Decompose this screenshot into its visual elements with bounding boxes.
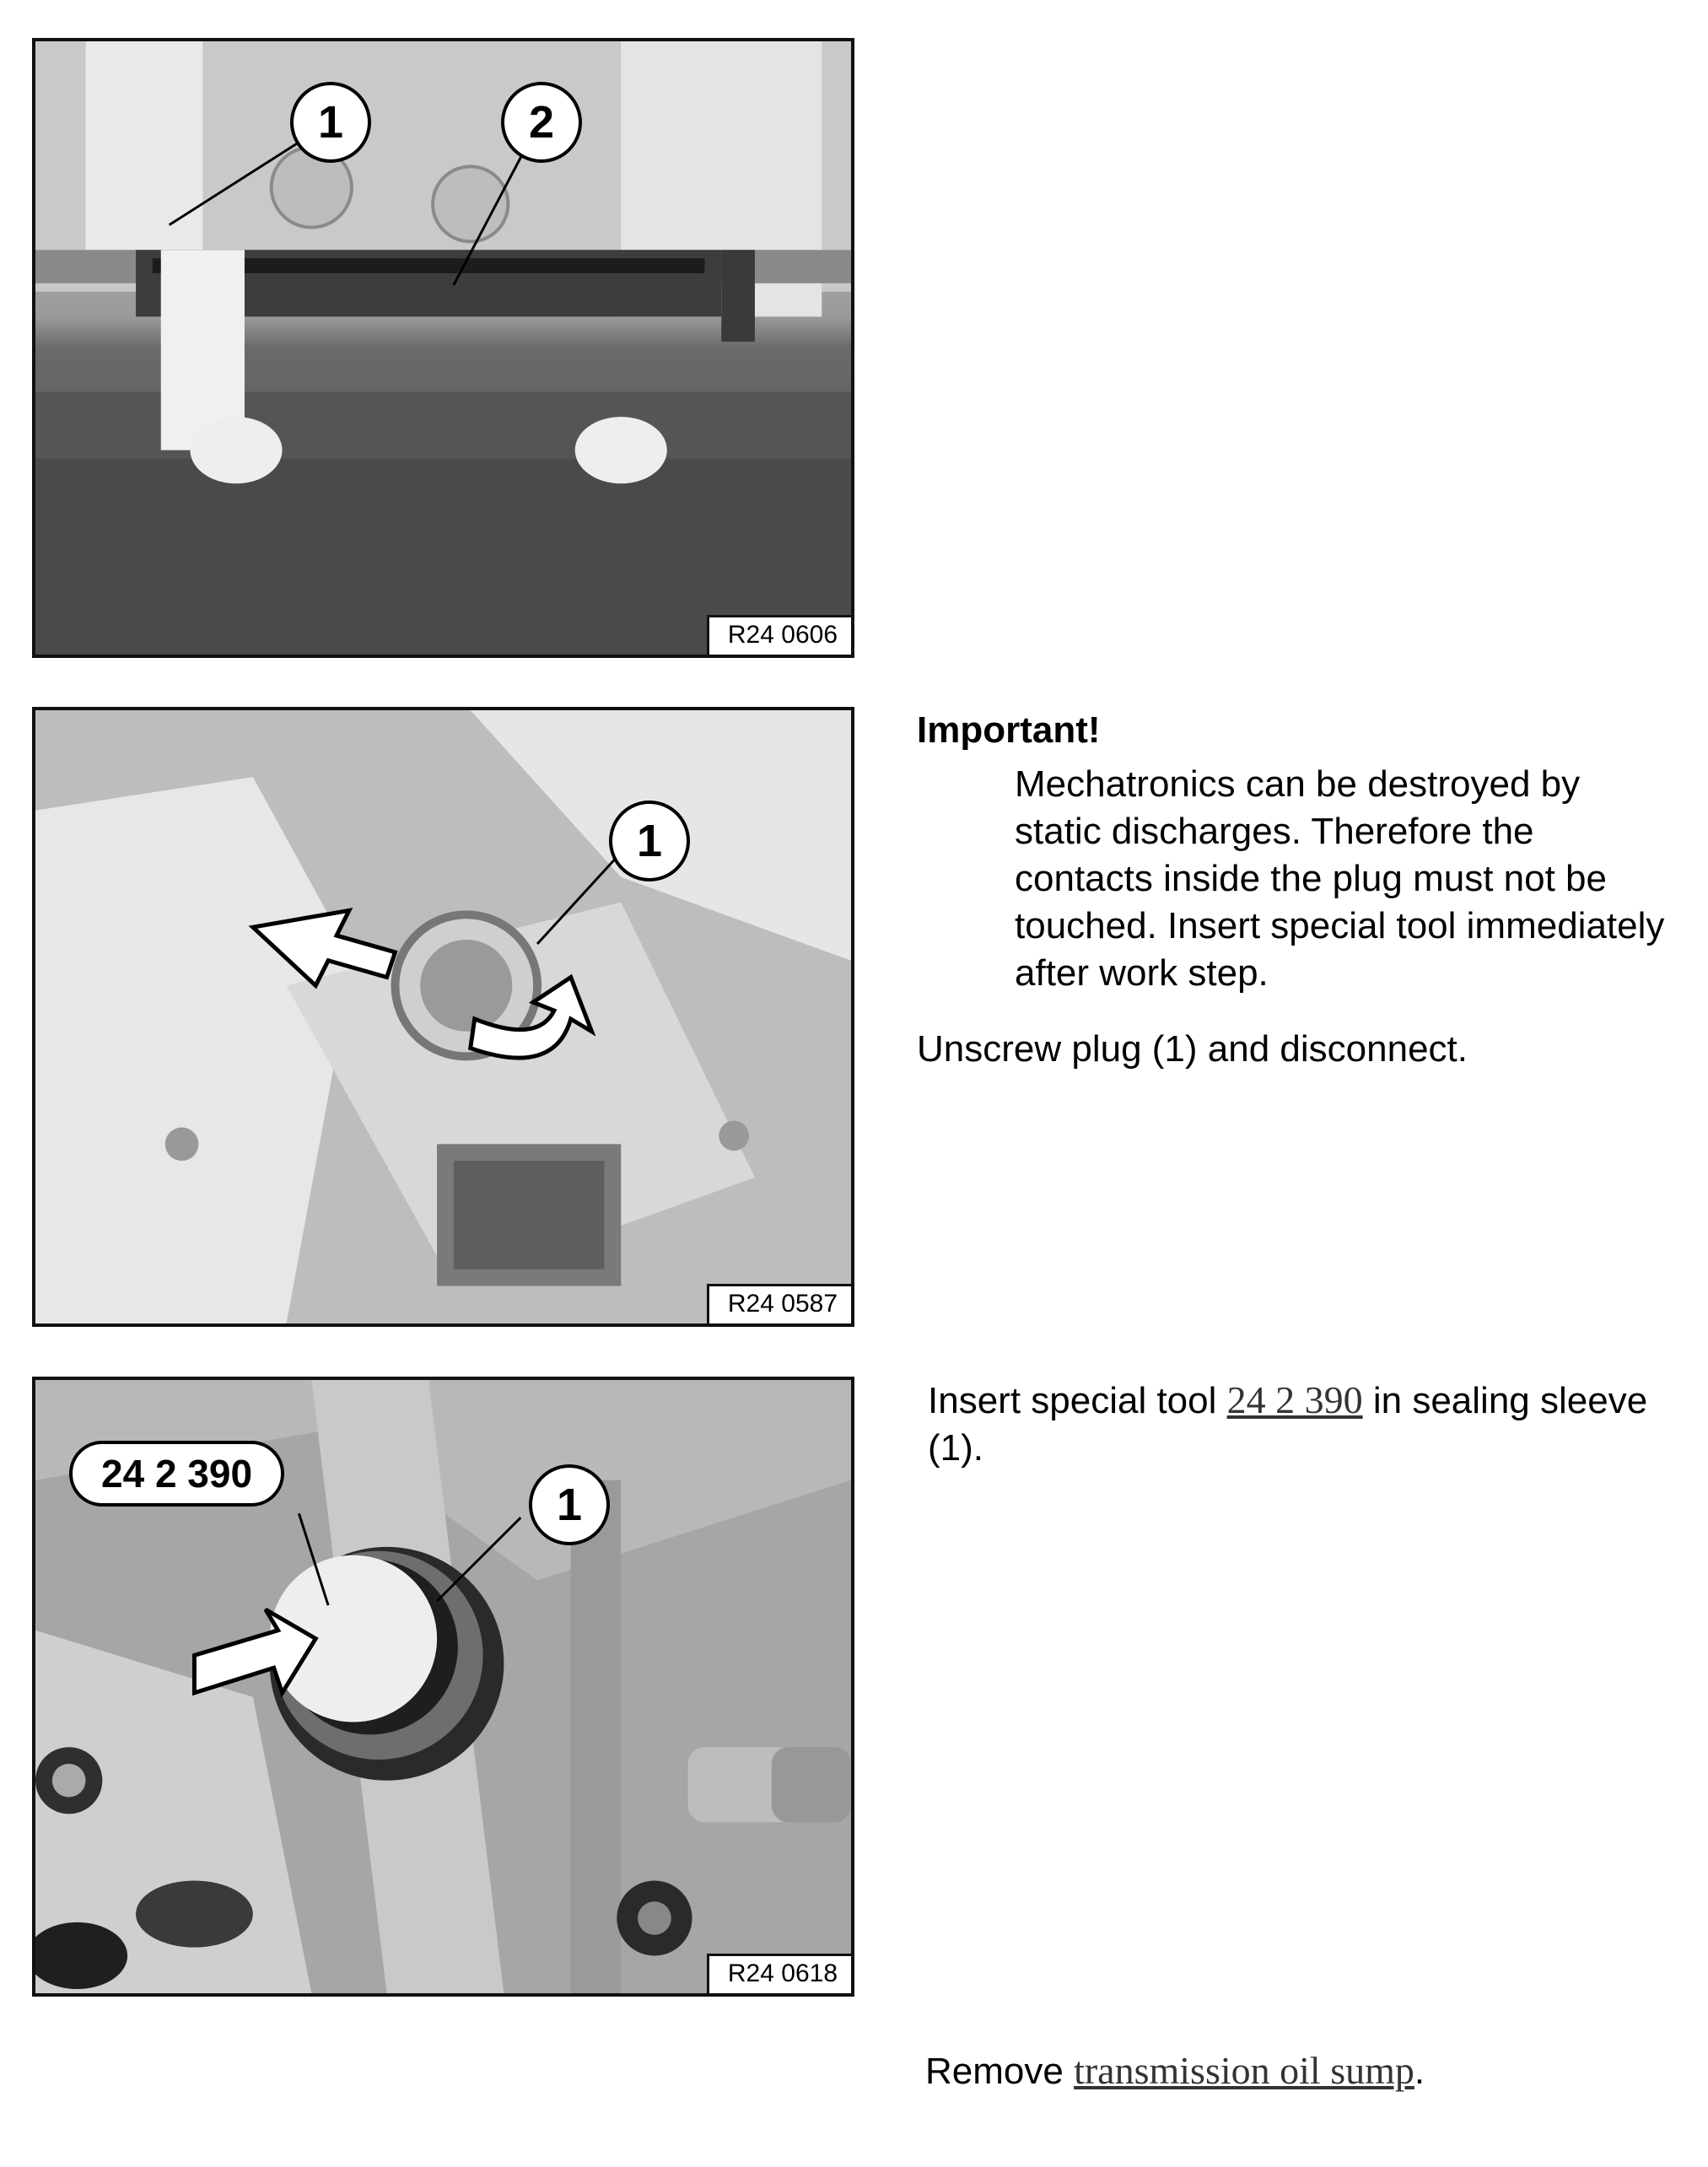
figure-3-callout-1: 1 [529, 1464, 610, 1545]
transmission-oil-sump-link[interactable]: transmission oil sump [1074, 2049, 1414, 2092]
figure-1-label: R24 0606 [707, 615, 851, 655]
figure-1-photo [35, 41, 851, 655]
figure-1-callout-1: 1 [290, 82, 371, 163]
figure-3 [32, 1377, 854, 1997]
figure-2-label: R24 0587 [707, 1284, 851, 1323]
remove-sump-instruction [925, 2047, 1684, 2095]
figure-2-callout-1: 1 [609, 800, 690, 881]
important-heading: Important! [917, 709, 1101, 751]
figure-3-tool-tag: 24 2 390 [69, 1441, 284, 1507]
figure-3-label: R24 0618 [707, 1954, 851, 1993]
figure-1 [32, 38, 854, 658]
step-2-text [917, 707, 1676, 1073]
insert-tool-suffix: in sealing sleeve (1). [928, 1380, 1648, 1469]
tool-24-2-390-link[interactable]: 24 2 390 [1226, 1378, 1363, 1421]
static-discharge-warning: Mechatronics can be destroyed by static discharges. Therefore the contacts inside the plug must not be touched. Insert special tool immediately after work step. [1015, 763, 1665, 994]
figure-2 [32, 707, 854, 1327]
figure-1-callout-2: 2 [501, 82, 582, 163]
unscrew-plug-instruction: Unscrew plug (1) and disconnect. [917, 1028, 1468, 1070]
insert-tool-instruction [928, 1377, 1670, 1472]
remove-sump-prefix: Remove [925, 2051, 1075, 2092]
remove-sump-suffix: . [1414, 2051, 1425, 2092]
figure-2-photo [35, 710, 851, 1323]
step-4-text [925, 2047, 1684, 2095]
step-3-text [928, 1377, 1670, 1472]
insert-tool-prefix: Insert special tool [928, 1380, 1227, 1421]
